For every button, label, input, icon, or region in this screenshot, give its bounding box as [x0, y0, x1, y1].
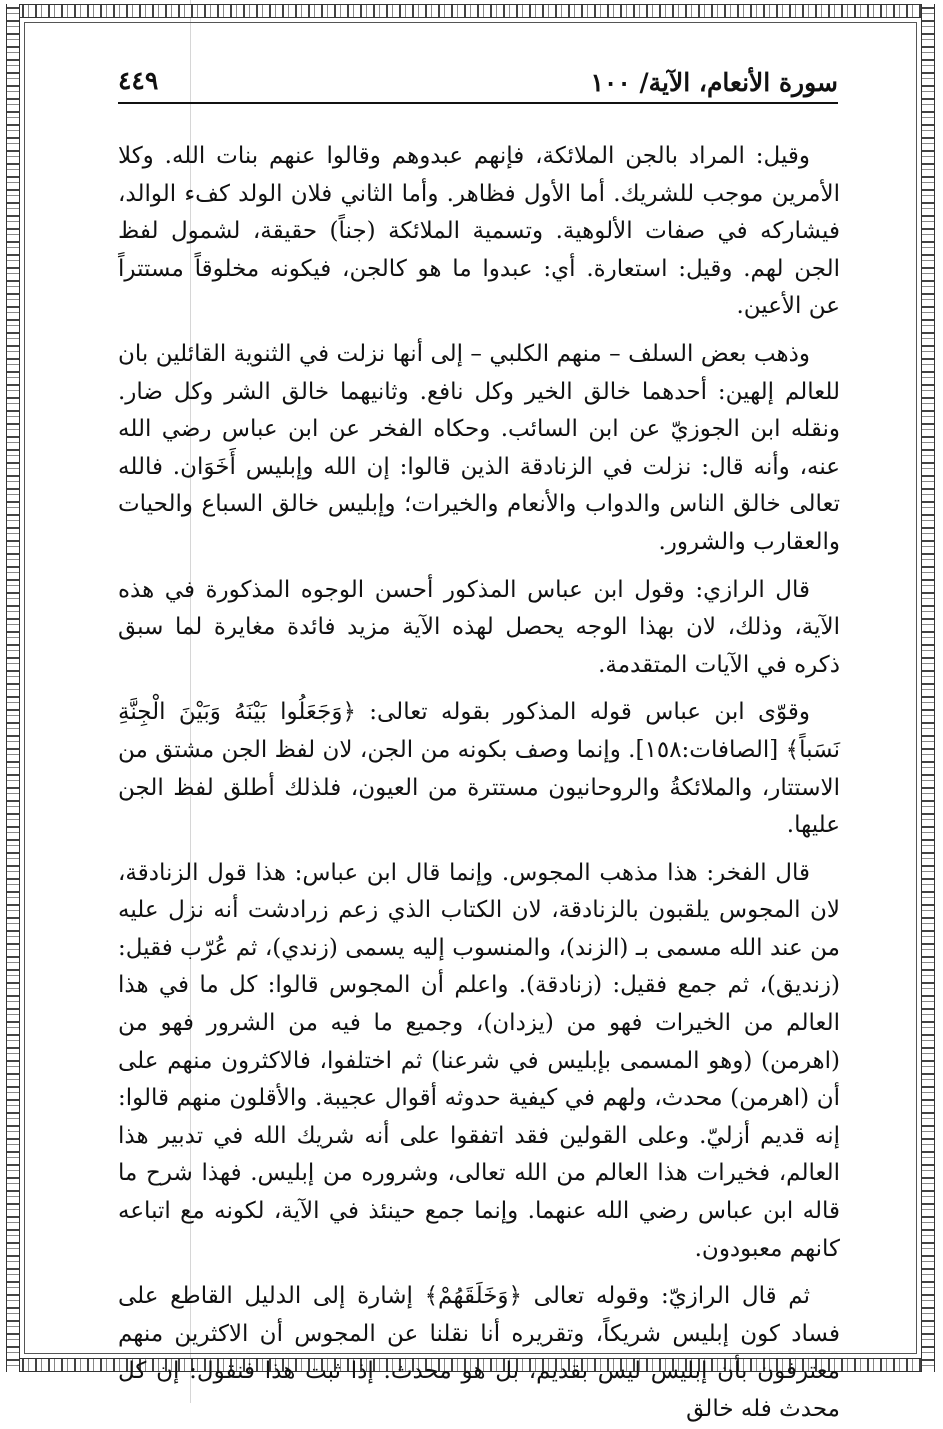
paragraph: وذهب بعض السلف – منهم الكلبي – إلى أنها نزلت في الثنوية القائلين بان للعالم إلهين: أحدهما خالق الخير وكل نافع. وثانيهما خالق الشر وكل ضار. ونقله ابن الجوزيّ عن ابن السائب. وحكاه الفخر عن ابن عباس رضي الله عنه، وأنه قال: نزلت في الزنادقة الذين قالوا: إن الله وإبليس أَخَوَان. فالله تعالى خالق الناس والدواب والأنعام والخيرات؛ وإبليس خالق السباع والحيات والعقارب والشرور. — [118, 340, 840, 555]
paragraph: وقوّى ابن عباس قوله المذكور بقوله تعالى: ﴿وَجَعَلُوا بَيْنَهُ وَبَيْنَ الْجِنَّةِ نَسَباً﴾ [الصافات:١٥٨]. وإنما وصف بكونه من الجن، لان لفظ الجن مشتق من الاستتار، والملائكةُ والروحانيون مستترة من العيون، فلذلك أطلق لفظ الجن عليها. — [118, 699, 840, 839]
page-body — [118, 138, 840, 1429]
paragraph: قال الفخر: هذا مذهب المجوس. وإنما قال ابن عباس: هذا قول الزنادقة، لان المجوس يلقبون بالزنادقة، لان الكتاب الذي زعم زرادشت أنه نزل عليه من عند الله مسمى بـ (الزند)، والمنسوب إليه يسمى (زندي)، ثم عُرّب فقيل: (زنديق)، ثم جمع فقيل: (زنادقة). واعلم أن المجوس قالوا: كل ما في هذا العالم من الخيرات فهو من (يزدان)، وجميع ما فيه من الشرور فهو من (اهرمن) (وهو المسمى بإبليس في شرعنا) ثم اختلفوا، فالاكثرون منهم على أن (اهرمن) محدث، ولهم في كيفية حدوثه أقوال عجيبة. والأقلون منهم قالوا: إنه قديم أزليّ. وعلى القولين فقد اتفقوا على أنه شريك الله في تدبير هذا العالم، فخيرات هذا العالم من الله تعالى، وشروره من إبليس. فهذا شرح ما قاله ابن عباس رضي الله عنهما. وإنما جمع حينئذ في الآية، لكونه مع اتباعه كانهم معبودون. — [118, 859, 840, 1262]
paragraph: قال الرازي: وقول ابن عباس المذكور أحسن الوجوه المذكورة في هذه الآية، وذلك، لان بهذا الوجه يحصل لهذه الآية مزيد فائدة مغايرة لما سبق ذكره في الآيات المتقدمة. — [118, 576, 840, 678]
paragraph: ثم قال الرازيّ: وقوله تعالى ﴿وَخَلَقَهُمْ﴾ إشارة إلى الدليل القاطع على فساد كون إبليس شريكاً، وتقريره أنا نقلنا عن المجوس أن الاكثرين منهم معترفون بأن إبليس ليس بقديم، بل هو محدث. إذا ثبت هذا فنقول: إن كل محدث فله خالق — [118, 1283, 840, 1422]
surah-title: سورة الأنعام، الآية/ ١٠٠ — [590, 68, 838, 97]
page-number: ٤٤٩ — [118, 66, 159, 95]
border-left — [6, 4, 20, 1372]
border-right — [921, 4, 935, 1372]
running-header — [118, 62, 838, 104]
paragraph: وقيل: المراد بالجن الملائكة، فإنهم عبدوهم وقالوا عنهم بنات الله. وكلا الأمرين موجب للشريك. أما الأول فظاهر. وأما الثاني فلان الولد كفء الوالد، فيشاركه في صفات الألوهية. وتسمية الملائكة (جناً) حقيقة، لشمول لفظ الجن لهم. وقيل: استعارة. أي: عبدوا ما هو كالجن، فيكونه مخلوقاً مستتراً عن الأعين. — [118, 143, 841, 320]
border-top — [6, 4, 935, 18]
